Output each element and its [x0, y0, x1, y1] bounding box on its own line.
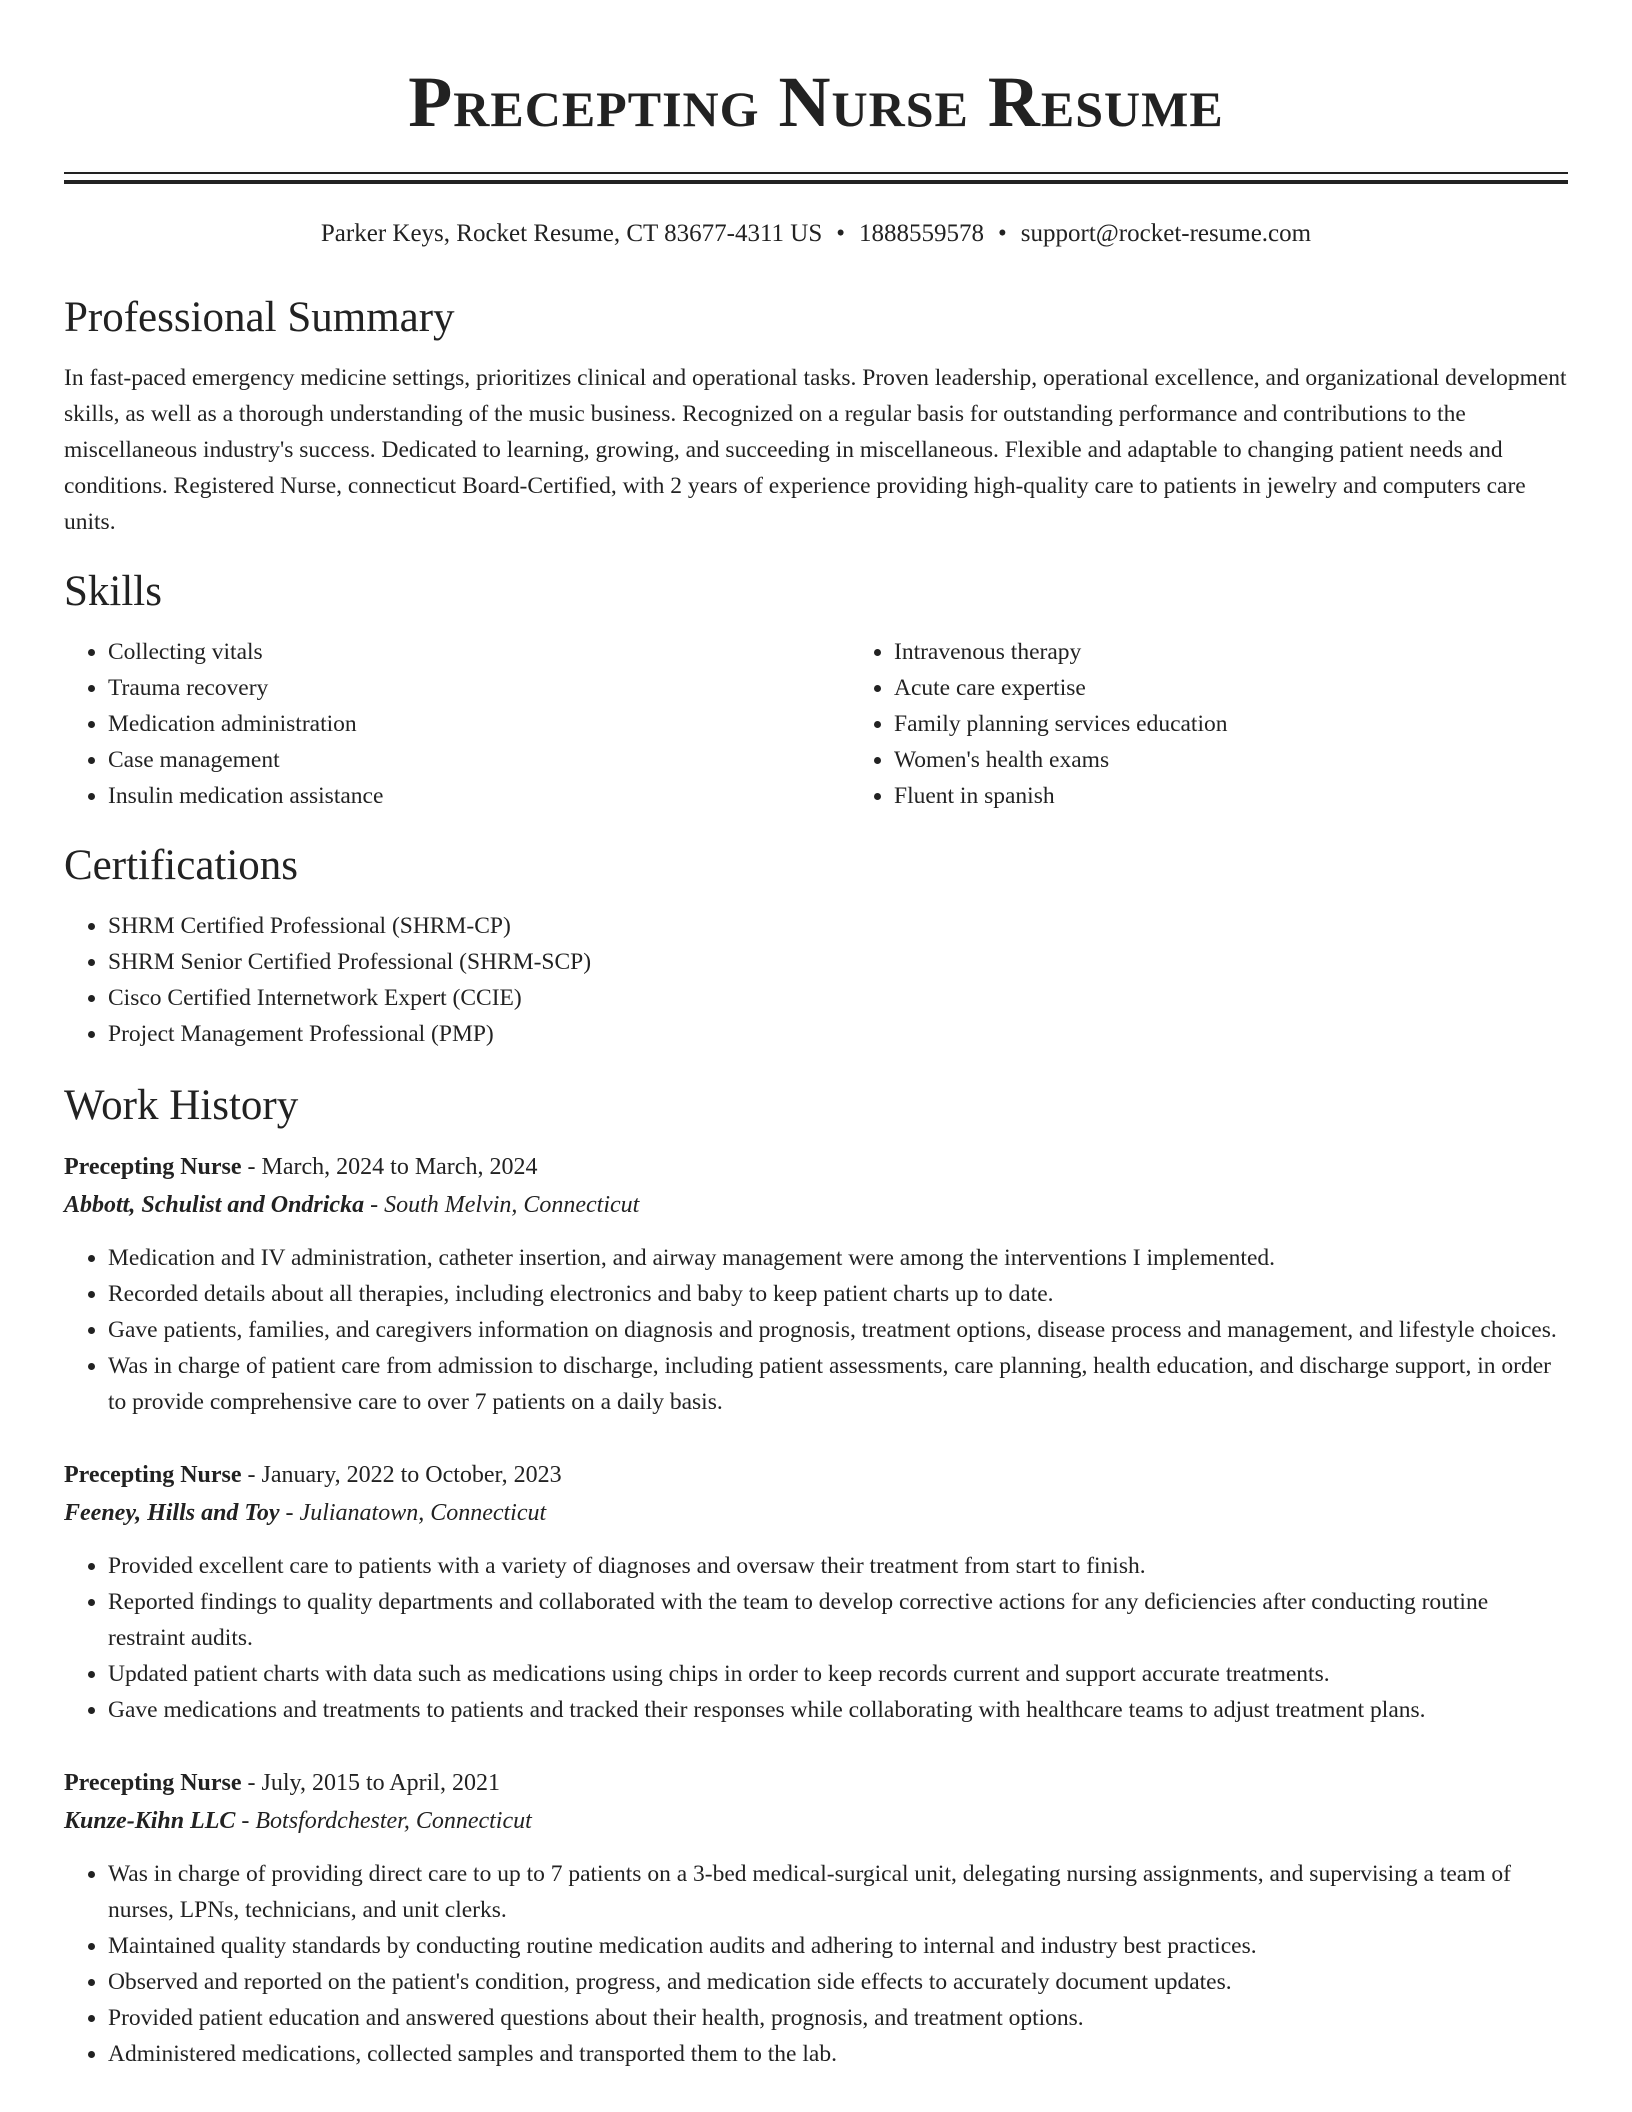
job-location: - South Melvin, Connecticut — [364, 1192, 640, 1218]
contact-phone: 1888559578 — [859, 220, 985, 247]
job-role: Precepting Nurse — [64, 1154, 242, 1180]
skills-list-left — [64, 634, 806, 814]
job-company-line — [64, 1494, 1568, 1532]
certifications-heading: Certifications — [64, 842, 299, 889]
skill-item: • Intravenous therapy — [894, 634, 1592, 670]
job-dates: - July, 2015 to April, 2021 — [241, 1770, 500, 1796]
skill-item: • Family planning services education — [894, 706, 1592, 742]
skills-grid — [64, 634, 1568, 814]
job-bullet: • Reported findings to quality departments and collaborated with the team to develop corrective actions for any deficiencies after conducting routine restraint audits. — [108, 1584, 1568, 1656]
work-history-heading: Work History — [64, 1082, 299, 1129]
skill-item: • Trauma recovery — [108, 670, 806, 706]
job-role: Precepting Nurse — [64, 1462, 242, 1488]
job-entry — [64, 1148, 1568, 1420]
job-bullets — [64, 1856, 1568, 2072]
skill-item: • Women's health exams — [894, 742, 1592, 778]
job-entry — [64, 1764, 1568, 2072]
certifications-list — [64, 908, 1568, 1052]
job-location: - Botsfordchester, Connecticut — [235, 1808, 532, 1834]
job-company: Kunze-Kihn LLC — [64, 1808, 236, 1834]
job-company: Feeney, Hills and Toy — [64, 1500, 280, 1526]
job-bullet: • Was in charge of providing direct care to up to 7 patients on a 3-bed medical-surgical unit, delegating nursing assignments, and supervising a team of nurses, LPNs, technicians, and unit clerks. — [108, 1856, 1568, 1928]
job-company: Abbott, Schulist and Ondricka — [64, 1192, 365, 1218]
job-bullet: • Updated patient charts with data such as medications using chips in order to keep records current and support accurate treatments. — [108, 1656, 1568, 1692]
skill-item: • Case management — [108, 742, 806, 778]
summary-text: In fast-paced emergency medicine settings, prioritizes clinical and operational tasks. Proven leadership, operational excellence, and organizational development skills, as well as a thorough understanding of the music business. Recognized on a regular basis for outstanding performance and contributions to the miscellaneous industry's success. Dedicated to learning, growing, and succeeding in miscellaneous. Flexible and adaptable to changing patient needs and conditions. Registered Nurse, connecticut Board-Certified, with 2 years of experience providing high-quality care to patients in jewelry and computers care units. — [64, 365, 1567, 535]
job-bullet: • Was in charge of patient care from admission to discharge, including patient assessments, care planning, health education, and discharge support, in order to provide comprehensive care to over 7 patients on a daily basis. — [108, 1348, 1568, 1420]
title-rule-thick — [64, 180, 1568, 184]
job-bullet: • Observed and reported on the patient's condition, progress, and medication side effects to accurately document updates. — [108, 1964, 1568, 2000]
certification-item: • Project Management Professional (PMP) — [108, 1016, 1568, 1052]
job-bullets — [64, 1240, 1568, 1420]
job-title-line — [64, 1148, 1568, 1186]
job-title-line — [64, 1456, 1568, 1494]
job-bullet: • Maintained quality standards by conducting routine medication audits and adhering to internal and industry best practices. — [108, 1928, 1568, 1964]
contact-separator: • — [998, 220, 1007, 247]
skill-item: • Insulin medication assistance — [108, 778, 806, 814]
resume-page — [64, 0, 1568, 2072]
job-bullet: • Provided patient education and answered questions about their health, prognosis, and treatment options. — [108, 2000, 1568, 2036]
skills-heading: Skills — [64, 568, 162, 615]
job-location: - Julianatown, Connecticut — [279, 1500, 547, 1526]
contact-email: support@rocket-resume.com — [1020, 220, 1312, 247]
job-title-line — [64, 1764, 1568, 1802]
summary-heading: Professional Summary — [64, 294, 455, 341]
skill-item: • Medication administration — [108, 706, 806, 742]
skill-item: • Fluent in spanish — [894, 778, 1592, 814]
job-company-line — [64, 1186, 1568, 1224]
job-bullet: • Gave medications and treatments to patients and tracked their responses while collaborating with healthcare teams to adjust treatment plans. — [108, 1692, 1568, 1728]
resume-title: Precepting Nurse Resume — [408, 62, 1224, 142]
job-company-line — [64, 1802, 1568, 1840]
job-role: Precepting Nurse — [64, 1770, 242, 1796]
job-dates: - January, 2022 to October, 2023 — [241, 1462, 562, 1488]
contact-line — [64, 218, 1568, 250]
contact-address: Parker Keys, Rocket Resume, CT 83677-4311 US — [320, 220, 823, 247]
job-entry — [64, 1456, 1568, 1728]
job-bullet: • Administered medications, collected samples and transported them to the lab. — [108, 2036, 1568, 2072]
title-rule-thin — [64, 172, 1568, 174]
job-bullet: • Provided excellent care to patients with a variety of diagnoses and oversaw their treatment from start to finish. — [108, 1548, 1568, 1584]
job-bullets — [64, 1548, 1568, 1728]
certification-item: • SHRM Senior Certified Professional (SHRM-SCP) — [108, 944, 1568, 980]
job-bullet: • Medication and IV administration, catheter insertion, and airway management were among the interventions I implemented. — [108, 1240, 1568, 1276]
job-bullet: • Gave patients, families, and caregivers information on diagnosis and prognosis, treatment options, disease process and management, and lifestyle choices. — [108, 1312, 1568, 1348]
skills-list-right — [850, 634, 1592, 814]
certification-item: • SHRM Certified Professional (SHRM-CP) — [108, 908, 1568, 944]
contact-separator: • — [836, 220, 846, 247]
job-bullet: • Recorded details about all therapies, including electronics and baby to keep patient charts up to date. — [108, 1276, 1568, 1312]
skill-item: • Collecting vitals — [108, 634, 806, 670]
job-dates: - March, 2024 to March, 2024 — [241, 1154, 538, 1180]
certification-item: • Cisco Certified Internetwork Expert (CCIE) — [108, 980, 1568, 1016]
skill-item: • Acute care expertise — [894, 670, 1592, 706]
